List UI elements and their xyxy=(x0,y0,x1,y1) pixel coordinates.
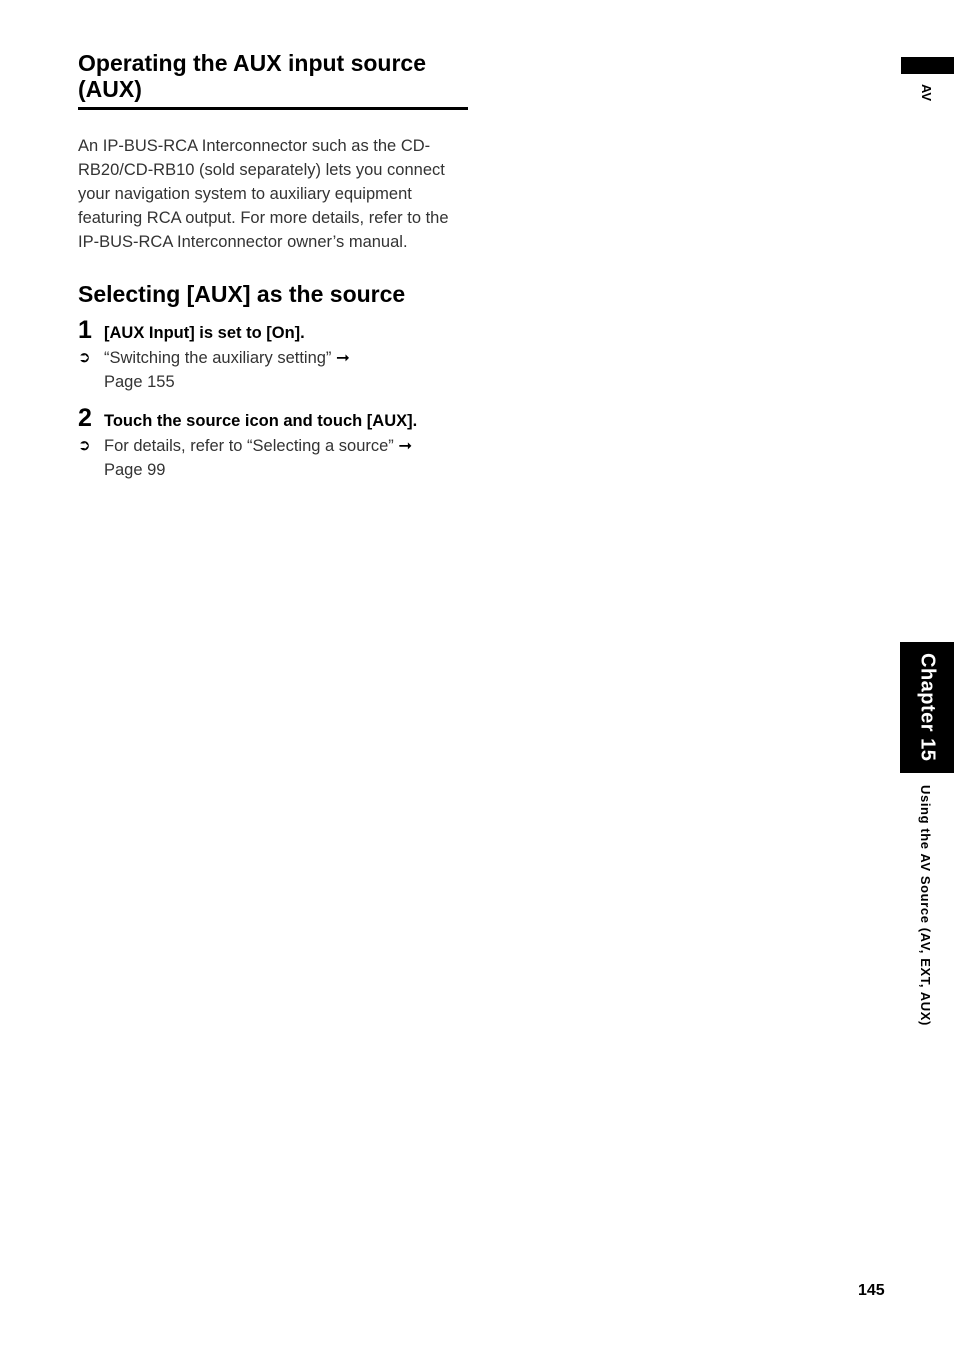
reference-arrow-icon: ➲ xyxy=(78,349,91,366)
page-number: 145 xyxy=(858,1282,885,1299)
goto-arrow-icon: ➞ xyxy=(398,437,413,455)
intro-paragraph: An IP-BUS-RCA Interconnector such as the CD-RB20/CD-RB10 (sold separately) lets you connect your navigation system to auxiliary equipment featuring RCA output. For more details, refer to the IP-BUS-RCA Interconnector owner’s manual. xyxy=(78,137,449,251)
step-2-reference[interactable] xyxy=(78,434,468,482)
step-number: 2 xyxy=(78,404,92,432)
step-1-reference[interactable] xyxy=(78,346,468,394)
chapter-title: Using the AV Source (AV, EXT, AUX) xyxy=(918,785,933,1026)
subsection-title: Selecting [AUX] as the source xyxy=(78,281,406,307)
reference-text: “Switching the auxiliary setting” xyxy=(104,349,332,367)
chapter-tab xyxy=(900,642,954,773)
step-1 xyxy=(78,316,468,344)
side-tab-marker xyxy=(901,57,954,74)
step-text: [AUX Input] is set to [On]. xyxy=(104,324,305,342)
main-content xyxy=(78,50,468,482)
reference-arrow-icon: ➲ xyxy=(78,437,91,454)
step-text: Touch the source icon and touch [AUX]. xyxy=(104,412,418,430)
reference-text: For details, refer to “Selecting a source” xyxy=(104,437,394,455)
chapter-label: Chapter 15 xyxy=(916,653,939,762)
side-av-label: AV xyxy=(919,84,934,102)
step-2 xyxy=(78,404,468,432)
section-title: Operating the AUX input source (AUX) xyxy=(78,50,468,110)
reference-page: Page 155 xyxy=(104,373,175,391)
step-number: 1 xyxy=(78,316,92,344)
goto-arrow-icon: ➞ xyxy=(336,349,350,367)
reference-page: Page 99 xyxy=(104,461,166,479)
